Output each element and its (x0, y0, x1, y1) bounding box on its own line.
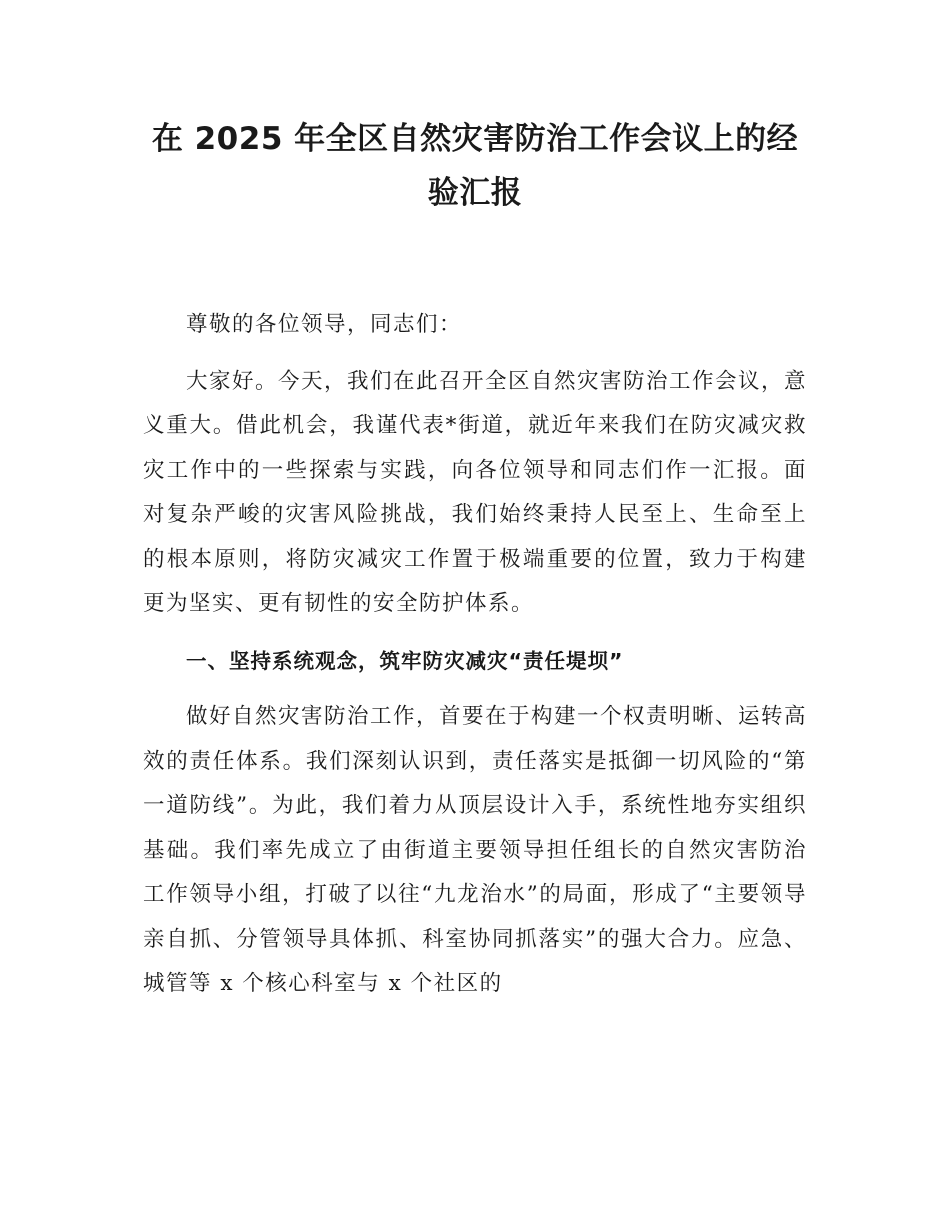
document-body (143, 303, 807, 1019)
section-heading-1: 一、坚持系统观念，筑牢防灾减灾“责任堤坝” (186, 648, 624, 673)
section-1-paragraph: 做好自然灾害防治工作，首要在于构建一个权责明晰、运转高效的责任体系。我们深刻认识到，责任落实是抵御一切风险的“第一道防线”。为此，我们着力从顶层设计入手，系统性地夯实组织基础。我们率先成立了由街道主要领导担任组长的自然灾害防治工作领导小组，打破了以往“九龙治水”的局面，形成了“主要领导亲自抓、分管领导具体抓、科室协同抓落实”的强大合力。应急、城管等 x 个核心科室与 x 个社区的 (143, 704, 808, 996)
title-line-2: 验汇报 (427, 175, 523, 211)
title-line-1: 在 2025 年全区自然灾害防治工作会议上的经 (151, 121, 799, 157)
document-title (120, 112, 830, 220)
intro-paragraph: 大家好。今天，我们在此召开全区自然灾害防治工作会议，意义重大。借此机会，我谨代表*街道，就近年来我们在防灾减灾救灾工作中的一些探索与实践，向各位领导和同志们作一汇报。面对复杂严峻的灾害风险挑战，我们始终秉持人民至上、生命至上的根本原则，将防灾减灾工作置于极端重要的位置，致力于构建更为坚实、更有韧性的安全防护体系。 (143, 368, 808, 616)
salutation: 尊敬的各位领导，同志们： (186, 312, 463, 337)
